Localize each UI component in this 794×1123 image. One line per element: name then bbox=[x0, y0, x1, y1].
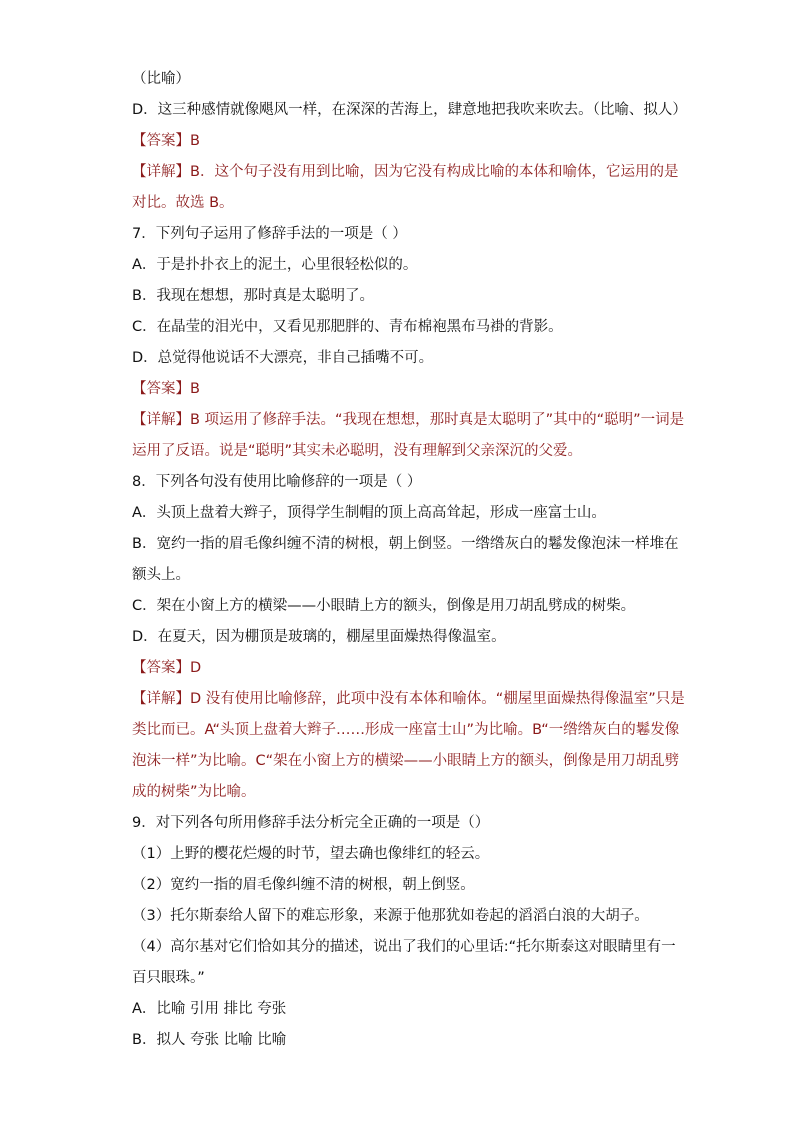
text-line: A．比喻 引用 排比 夸张 bbox=[132, 1001, 287, 1017]
text-line: C．架在小窗上方的横梁——小眼睛上方的额头，倒像是用刀胡乱劈成的树柴。 bbox=[132, 598, 636, 614]
answer-line: 【详解】D 没有使用比喻修辞，此项中没有本体和喻体。“棚屋里面燥热得像温室”只是 bbox=[132, 691, 685, 707]
answer-line: 【答案】D bbox=[132, 660, 202, 676]
answer-line: 【详解】B．这个句子没有用到比喻，因为它没有构成比喻的本体和喻体，它运用的是 bbox=[132, 164, 679, 180]
text-line: A．头顶上盘着大辫子，顶得学生制帽的顶上高高耸起，形成一座富士山。 bbox=[132, 505, 606, 521]
answer-line: 泡沫一样”为比喻。C“架在小窗上方的横梁——小眼睛上方的额头，倒像是用刀胡乱劈 bbox=[132, 753, 680, 769]
answer-line: 【答案】B bbox=[132, 381, 200, 397]
answer-line: 成的树柴”为比喻。 bbox=[132, 784, 256, 800]
answer-line: 【详解】B 项运用了修辞手法。“我现在想想，那时真是太聪明了”其中的“聪明”一词是 bbox=[132, 412, 685, 428]
text-line: （3）托尔斯泰给人留下的难忘形象，来源于他那犹如卷起的滔滔白浪的大胡子。 bbox=[132, 908, 649, 924]
text-line: 8．下列各句没有使用比喻修辞的一项是（ ） bbox=[132, 474, 422, 490]
text-line: D．总觉得他说话不大漂亮，非自己插嘴不可。 bbox=[132, 350, 434, 366]
text-line: （比喻） bbox=[132, 71, 190, 87]
document-body bbox=[132, 64, 687, 1056]
text-line: （2）宽约一指的眉毛像纠缠不清的树根，朝上倒竖。 bbox=[132, 877, 475, 893]
text-line: A．于是扑扑衣上的泥土，心里很轻松似的。 bbox=[132, 257, 418, 273]
text-line: C．在晶莹的泪光中，又看见那肥胖的、青布棉袍黑布马褂的背影。 bbox=[132, 319, 563, 335]
text-line: 百只眼珠。” bbox=[132, 970, 205, 986]
text-line: （4）高尔基对它们恰如其分的描述，说出了我们的心里话:“托尔斯泰这对眼睛里有一 bbox=[132, 939, 676, 955]
text-line: B．我现在想想，那时真是太聪明了。 bbox=[132, 288, 374, 304]
text-line: （1）上野的樱花烂熳的时节，望去确也像绯红的轻云。 bbox=[132, 846, 490, 862]
answer-line: 运用了反语。说是“聪明”其实未必聪明，没有理解到父亲深沉的父爱。 bbox=[132, 443, 583, 459]
text-line: 额头上。 bbox=[132, 567, 190, 583]
answer-line: 对比。故选 B。 bbox=[132, 195, 234, 211]
text-line: 9．对下列各句所用修辞手法分析完全正确的一项是（） bbox=[132, 815, 490, 831]
answer-line: 【答案】B bbox=[132, 133, 200, 149]
text-line: B．拟人 夸张 比喻 比喻 bbox=[132, 1032, 287, 1048]
text-line: D．在夏天，因为棚顶是玻璃的，棚屋里面燥热得像温室。 bbox=[132, 629, 506, 645]
text-line: 7．下列句子运用了修辞手法的一项是（ ） bbox=[132, 226, 407, 242]
text-line: B．宽约一指的眉毛像纠缠不清的树根，朝上倒竖。一绺绺灰白的鬈发像泡沫一样堆在 bbox=[132, 536, 679, 552]
answer-line: 类比而已。A“头顶上盘着大辫子……形成一座富士山”为比喻。B“一绺绺灰白的鬈发像 bbox=[132, 722, 680, 738]
text-line: D．这三种感情就像飓风一样，在深深的苦海上，肆意地把我吹来吹去。（比喻、拟人） bbox=[132, 102, 687, 118]
